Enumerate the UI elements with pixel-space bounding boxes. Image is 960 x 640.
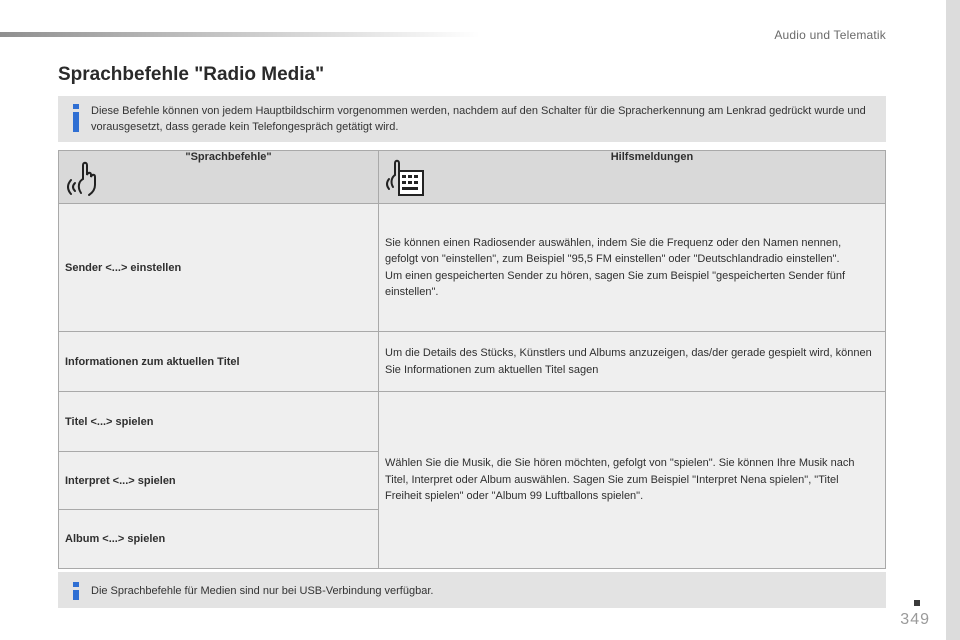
- page-title: Sprachbefehle "Radio Media": [58, 64, 325, 85]
- command-cell: Sender <...> einstellen: [59, 204, 379, 332]
- column-header-commands: [59, 151, 379, 204]
- help-text: Wählen Sie die Musik, die Sie hören möchten, gefolgt von "spielen". Sie können Ihre Musik nach Titel, Interpret oder Album auswählen. Sagen Sie zum Beispiel "Interpret Nena spielen", "Titel Freiheit spielen" oder "Album 99 Luftballons spielen".: [385, 457, 855, 503]
- section-label: Audio und Telematik: [774, 28, 886, 42]
- header-gradient-bar: [0, 32, 480, 37]
- info-box-top: [58, 96, 886, 142]
- info-text-bottom: Die Sprachbefehle für Medien sind nur bei USB-Verbindung verfügbar.: [91, 585, 434, 597]
- help-cell: [379, 332, 886, 392]
- command-cell: Titel <...> spielen: [59, 392, 379, 452]
- column-header-label: "Sprachbefehle": [185, 151, 272, 163]
- help-cell: [379, 392, 886, 569]
- table-row: [59, 204, 886, 332]
- help-text: Um einen gespeicherten Sender zu hören, sagen Sie zum Beispiel "gespeicherten Sender fünf einstellen".: [385, 269, 846, 298]
- column-header-help: [379, 151, 886, 204]
- page-number: 349: [900, 611, 930, 628]
- command-cell: Informationen zum aktuellen Titel: [59, 332, 379, 392]
- help-text: Um die Details des Stücks, Künstlers und Albums anzuzeigen, das/der gerade gespielt wird, können Sie Informationen zum aktuellen Titel sagen: [385, 347, 872, 376]
- page-marker: [914, 600, 920, 606]
- table-row: [59, 332, 886, 392]
- voice-commands-table: [58, 150, 886, 569]
- info-icon: [72, 104, 80, 132]
- help-cell: [379, 204, 886, 332]
- column-header-label: Hilfsmeldungen: [610, 151, 694, 163]
- help-keyboard-hand-icon: [385, 157, 425, 197]
- info-text-top: Diese Befehle können von jedem Hauptbildschirm vorgenommen werden, nachdem auf den Schalter für die Spracherkennung am Lenkrad gedrückt wurde und vorausgesetzt, dass gerade kein Telefongespräch getätigt wird.: [91, 105, 866, 133]
- voice-command-hand-icon: [67, 157, 101, 197]
- help-text: Sie können einen Radiosender auswählen, indem Sie die Frequenz oder den Namen nennen, gefolgt von "einstellen", zum Beispiel "95,5 FM einstellen" oder "Deutschlandradio einstellen".: [385, 236, 842, 265]
- command-cell: Album <...> spielen: [59, 510, 379, 569]
- info-icon: [72, 582, 80, 600]
- table-row: [59, 392, 886, 452]
- page-edge-rail: [946, 0, 960, 640]
- command-cell: Interpret <...> spielen: [59, 452, 379, 510]
- info-box-bottom: [58, 572, 886, 608]
